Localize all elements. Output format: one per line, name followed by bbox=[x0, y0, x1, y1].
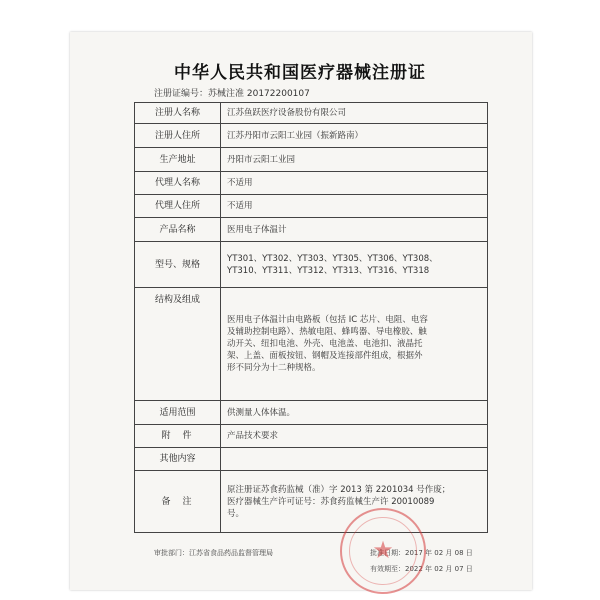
review-unit: 审批部门：江苏省食品药品监督管理局 bbox=[154, 549, 273, 557]
value-scope: 供测量人体体温。 bbox=[221, 401, 488, 425]
label-production-address: 生产地址 bbox=[135, 148, 221, 172]
value-attachment: 产品技术要求 bbox=[221, 425, 488, 448]
registration-number: 注册证编号：苏械注准 20172200107 bbox=[154, 89, 310, 99]
label-scope: 适用范围 bbox=[135, 401, 221, 425]
value-registrant-name: 江苏鱼跃医疗设备股份有限公司 bbox=[221, 103, 488, 124]
value-agent-address: 不适用 bbox=[221, 195, 488, 218]
label-structure: 结构及组成 bbox=[135, 288, 221, 401]
label-remarks: 备注 bbox=[135, 471, 221, 533]
label-registrant-name: 注册人名称 bbox=[135, 103, 221, 124]
row-agent-address bbox=[135, 195, 488, 218]
label-product-name: 产品名称 bbox=[135, 218, 221, 242]
approval-date: 批准日期：2017 年 02 月 08 日 bbox=[370, 549, 473, 557]
label-agent-name: 代理人名称 bbox=[135, 172, 221, 195]
structure-line-1: 医用电子体温计由电路板（包括 IC 芯片、电阻、电容 bbox=[227, 315, 428, 325]
label-registrant-address: 注册人住所 bbox=[135, 124, 221, 148]
row-product-name bbox=[135, 218, 488, 242]
valid-until: 有效期至：2022 年 02 月 07 日 bbox=[370, 565, 473, 573]
remarks-line-1: 原注册证苏食药监械（准）字 2013 第 2201034 号作废； bbox=[227, 484, 451, 495]
value-registrant-address: 江苏丹阳市云阳工业园（振新路南） bbox=[221, 124, 488, 148]
value-models bbox=[221, 242, 488, 288]
structure-line-5: 形不同分为十二种规格。 bbox=[227, 363, 321, 373]
label-models: 型号、规格 bbox=[135, 242, 221, 288]
label-other: 其他内容 bbox=[135, 448, 221, 471]
label-agent-address: 代理人住所 bbox=[135, 195, 221, 218]
row-other bbox=[135, 448, 488, 471]
models-line-1: YT301、YT302、YT303、YT305、YT306、YT308、 bbox=[227, 253, 438, 264]
seal-star-icon: ★ bbox=[372, 536, 394, 564]
value-product-name: 医用电子体温计 bbox=[221, 218, 488, 242]
row-scope bbox=[135, 401, 488, 425]
remarks-line-3: 号。 bbox=[227, 508, 245, 519]
row-production-address bbox=[135, 148, 488, 172]
row-models bbox=[135, 242, 488, 288]
structure-line-2: 及辅助控制电路）、热敏电阻、蜂鸣器、导电橡胶、触 bbox=[227, 327, 427, 337]
value-other bbox=[221, 448, 488, 471]
row-remarks bbox=[135, 471, 488, 533]
value-agent-name: 不适用 bbox=[221, 172, 488, 195]
label-attachment: 附件 bbox=[135, 425, 221, 448]
row-registrant-address bbox=[135, 124, 488, 148]
official-seal bbox=[340, 508, 426, 594]
models-line-2: YT310、YT311、YT312、YT313、YT316、YT318 bbox=[227, 265, 430, 276]
value-structure bbox=[221, 288, 488, 401]
row-structure bbox=[135, 288, 488, 401]
row-registrant-name bbox=[135, 103, 488, 124]
structure-line-4: 架、上盖、面板按钮、钢帽及连接部件组成，根据外 bbox=[227, 351, 423, 361]
remarks-line-2: 医疗器械生产许可证号：苏食药监械生产许 20010089 bbox=[227, 496, 435, 507]
structure-line-3: 动开关、纽扣电池、外壳、电池盖、电池扣、液晶托 bbox=[227, 339, 423, 349]
value-production-address: 丹阳市云阳工业园 bbox=[221, 148, 488, 172]
row-attachment bbox=[135, 425, 488, 448]
certificate-title: 中华人民共和国医疗器械注册证 bbox=[174, 63, 426, 83]
certificate-table bbox=[134, 102, 488, 533]
row-agent-name bbox=[135, 172, 488, 195]
